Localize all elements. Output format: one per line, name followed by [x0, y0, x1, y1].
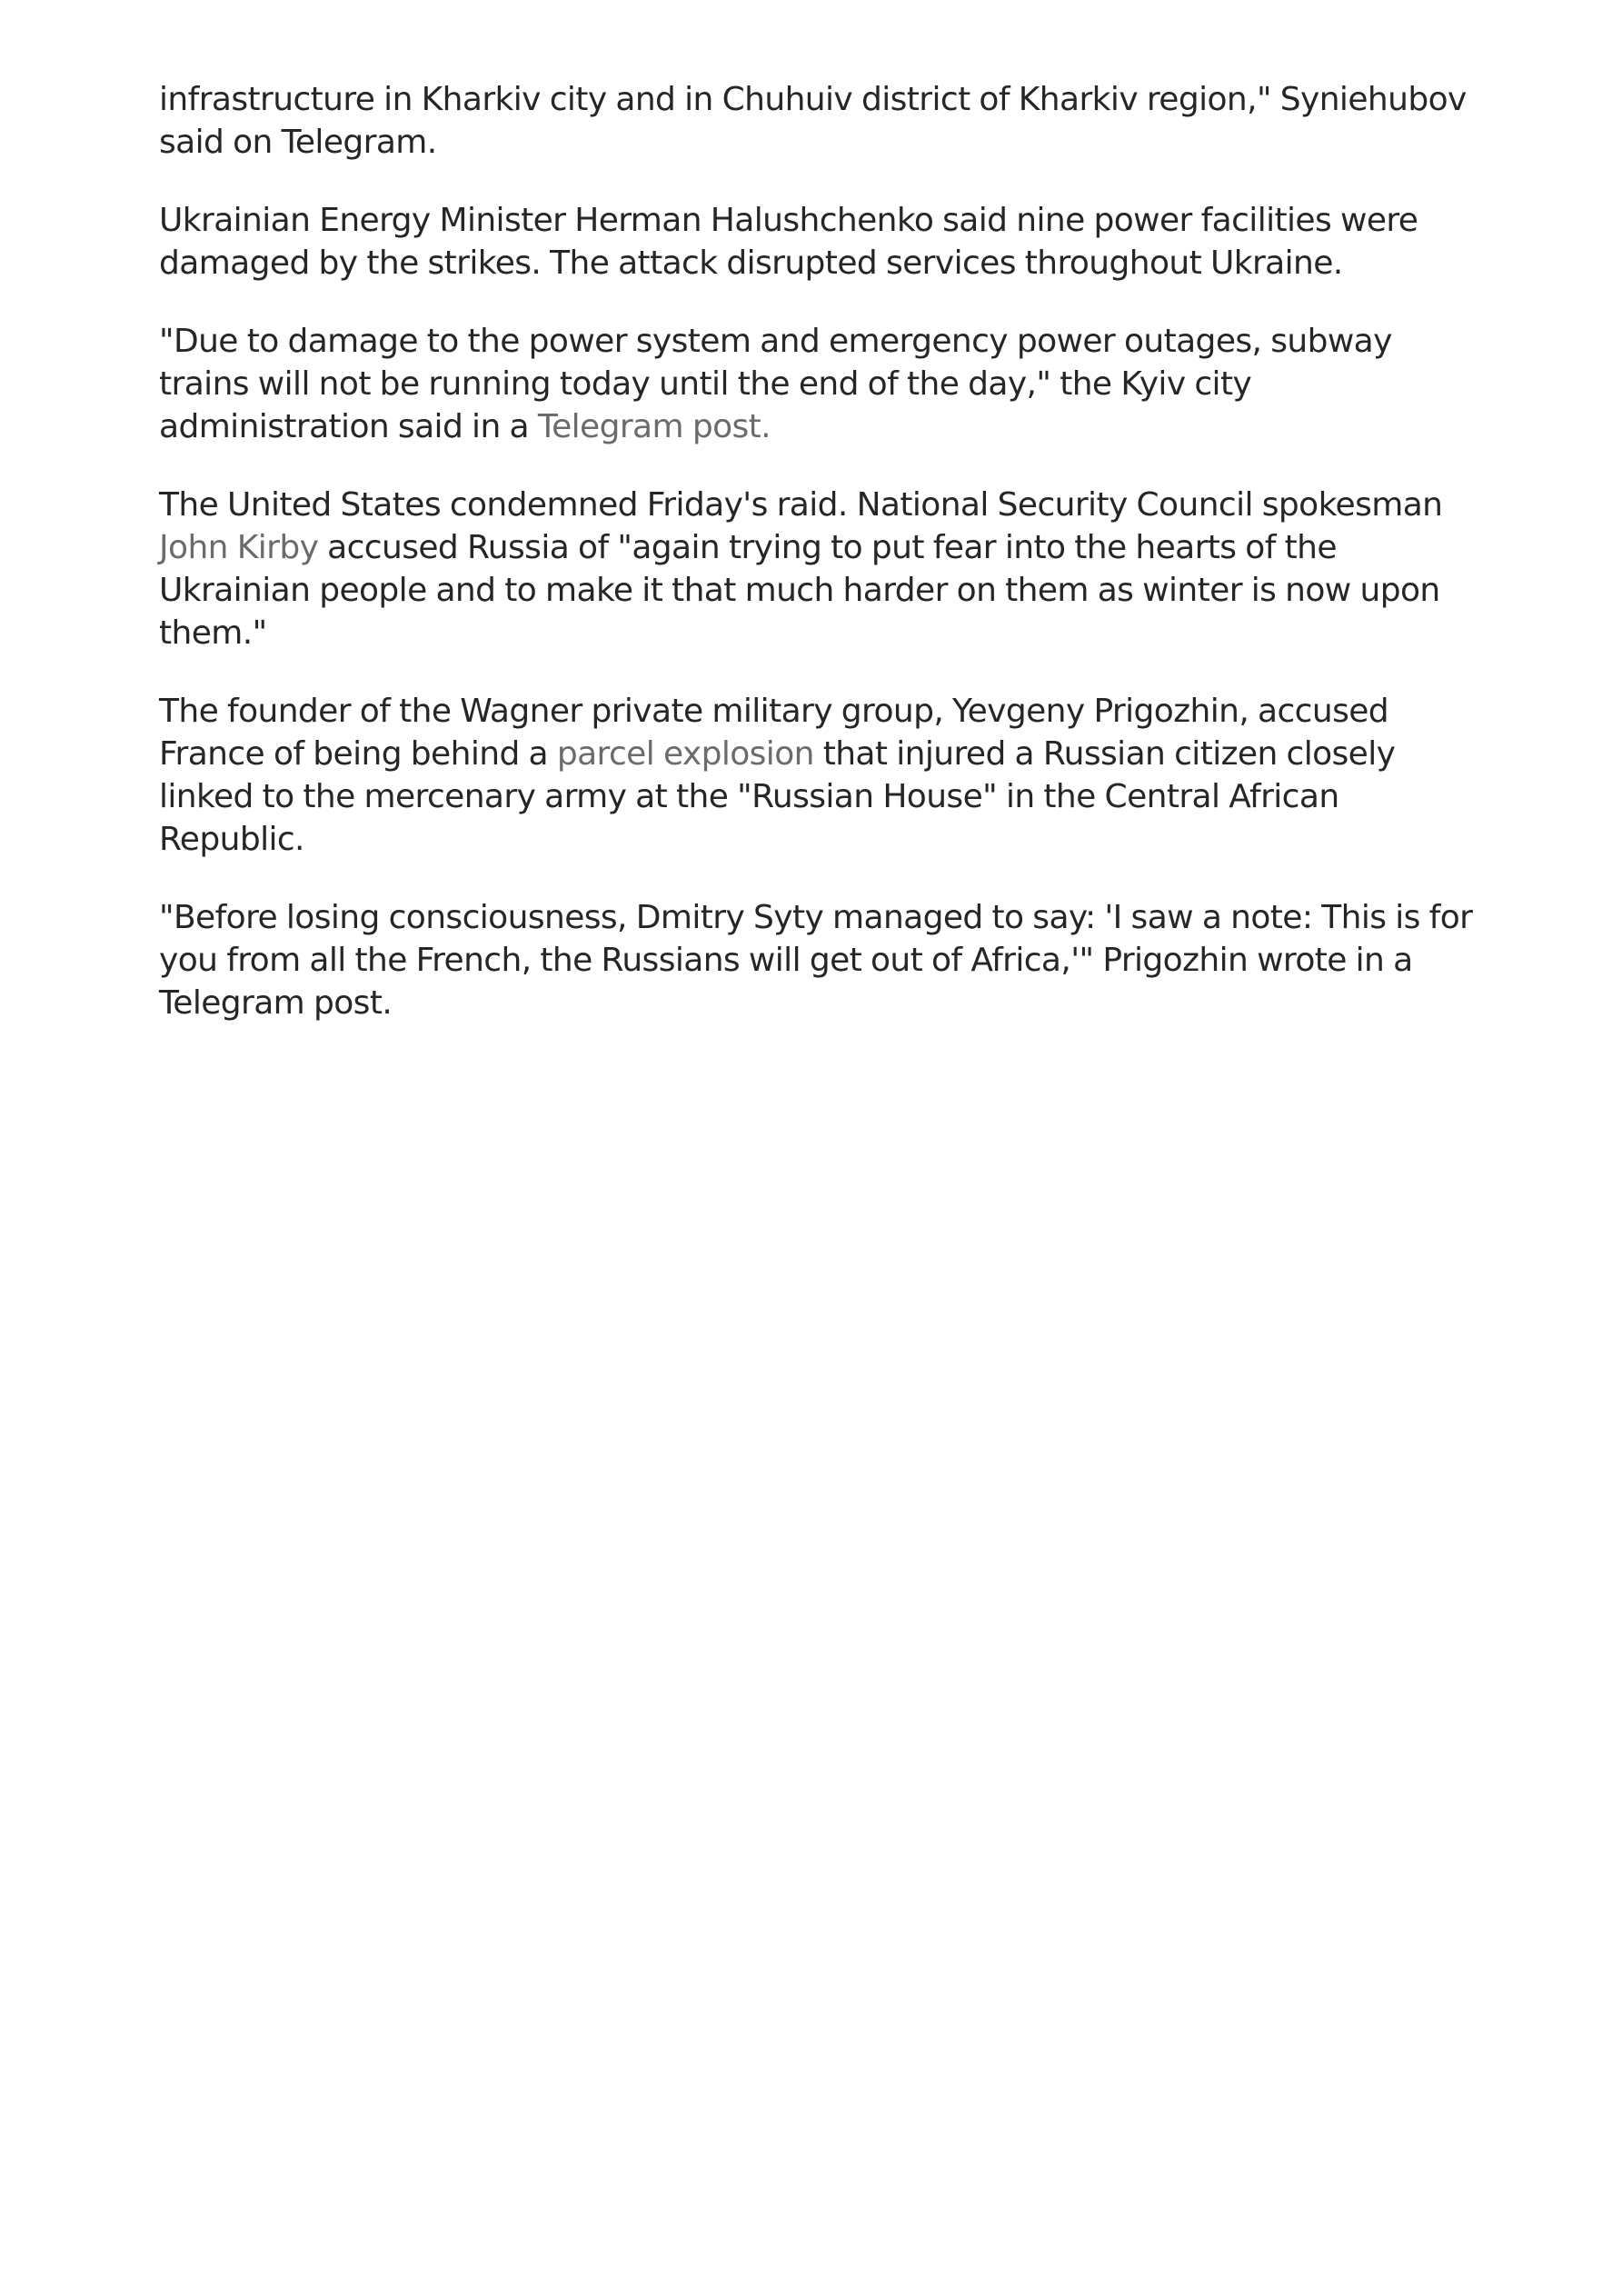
paragraph-text: The United States condemned Friday's raid. National Security Council spokesman: [159, 486, 1443, 524]
paragraph-wagner-founder: [159, 690, 1477, 861]
paragraph-text: that injured a Russian citizen closely linked to the mercenary army at the "Russian House" in the Central African Republic.: [159, 735, 1396, 858]
article-body: [159, 78, 1477, 1060]
john-kirby-link[interactable]: John Kirby: [159, 529, 319, 566]
paragraph-prigozhin-quote: [159, 896, 1477, 1024]
paragraph-text: Ukrainian Energy Minister Herman Halushchenko said nine power facilities were damaged by the strikes. The attack disrupted services throughout Ukraine.: [159, 202, 1418, 282]
telegram-post-link[interactable]: Telegram post.: [537, 408, 771, 445]
paragraph-text: "Before losing consciousness, Dmitry Syty managed to say: 'I saw a note: This is for you from all the French, the Russians will get out of Africa,'" Prigozhin wrote in a Telegram post.: [159, 899, 1473, 1022]
paragraph-text: infrastructure in Kharkiv city and in Chuhuiv district of Kharkiv region," Syniehubov said on Telegram.: [159, 81, 1467, 161]
paragraph-text: "Due to damage to the power system and emergency power outages, subway trains will not be running today until the end of the day," the Kyiv city administration said in a: [159, 323, 1392, 445]
paragraph-kyiv-subway: [159, 320, 1477, 448]
paragraph-us-condemnation: [159, 484, 1477, 654]
paragraph-text: accused Russia of "again trying to put fear into the hearts of the Ukrainian people and to make it that much harder on them as winter is now upon them.": [159, 529, 1440, 652]
paragraph-text: The founder of the Wagner private military group, Yevgeny Prigozhin, accused France of being behind a: [159, 693, 1389, 773]
parcel-explosion-link[interactable]: parcel explosion: [556, 735, 814, 773]
paragraph-energy-minister: [159, 199, 1477, 285]
paragraph-syniehubov-quote-end: [159, 78, 1477, 164]
